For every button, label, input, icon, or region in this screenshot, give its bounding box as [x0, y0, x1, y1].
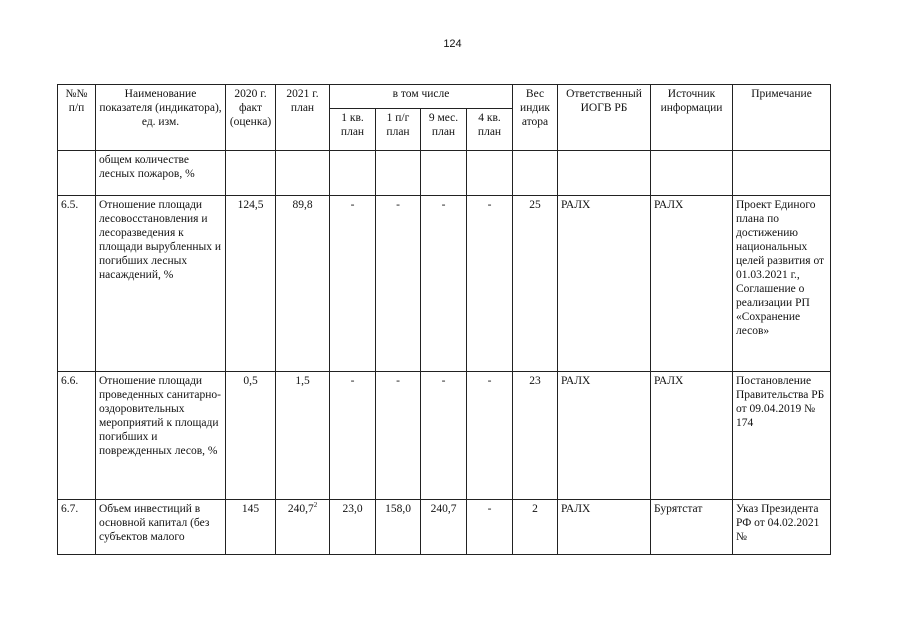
- row-plan-2021: 89,8: [276, 196, 330, 372]
- row-h1: -: [376, 196, 421, 372]
- row-num: 6.6.: [58, 372, 96, 500]
- row-q4: -: [467, 196, 513, 372]
- row-note: Указ Президента РФ от 04.02.2021 №: [733, 500, 831, 555]
- row-source: [651, 151, 733, 196]
- row-h1: 158,0: [376, 500, 421, 555]
- row-fact-2020: 145: [226, 500, 276, 555]
- header-note: Примечание: [733, 85, 831, 151]
- row-weight: [513, 151, 558, 196]
- header-q1: 1 кв. план: [330, 109, 376, 151]
- header-responsible: Ответственный ИОГВ РБ: [558, 85, 651, 151]
- row-note: [733, 151, 831, 196]
- row-name: Отношение площади проведенных санитарно-оздоровительных мероприятий к площади погибших и поврежденных лесов, %: [96, 372, 226, 500]
- row-name: Объем инвестиций в основной капитал (без субъектов малого: [96, 500, 226, 555]
- table-row: [58, 500, 831, 555]
- row-num: 6.5.: [58, 196, 96, 372]
- header-name: Наименование показателя (индикатора), ед. изм.: [96, 85, 226, 151]
- row-q4: [467, 151, 513, 196]
- row-num: 6.7.: [58, 500, 96, 555]
- row-h1: [376, 151, 421, 196]
- row-q1: 23,0: [330, 500, 376, 555]
- row-responsible: РАЛХ: [558, 372, 651, 500]
- table-row: [58, 196, 831, 372]
- header-plan-2021: 2021 г. план: [276, 85, 330, 151]
- header-h1: 1 п/г план: [376, 109, 421, 151]
- row-h1: -: [376, 372, 421, 500]
- row-plan-2021: 1,5: [276, 372, 330, 500]
- row-source: Бурятстат: [651, 500, 733, 555]
- row-name: общем количестве лесных пожаров, %: [96, 151, 226, 196]
- row-9m: [421, 151, 467, 196]
- row-q1: [330, 151, 376, 196]
- row-fact-2020: 124,5: [226, 196, 276, 372]
- header-in-that: в том числе: [330, 85, 513, 109]
- header-num: №№ п/п: [58, 85, 96, 151]
- row-fact-2020: [226, 151, 276, 196]
- row-q1: -: [330, 196, 376, 372]
- row-responsible: РАЛХ: [558, 500, 651, 555]
- row-name: Отношение площади лесовосстановления и лесоразведения к площади вырубленных и погибших лесных насаждений, %: [96, 196, 226, 372]
- header-weight: Вес индик атора: [513, 85, 558, 151]
- header-9m: 9 мес. план: [421, 109, 467, 151]
- row-responsible: РАЛХ: [558, 196, 651, 372]
- row-fact-2020: 0,5: [226, 372, 276, 500]
- row-q1: -: [330, 372, 376, 500]
- table-row: [58, 151, 831, 196]
- row-weight: 23: [513, 372, 558, 500]
- row-source: РАЛХ: [651, 196, 733, 372]
- row-plan-2021: [276, 151, 330, 196]
- row-9m: -: [421, 196, 467, 372]
- indicators-table: [57, 84, 831, 555]
- header-q4: 4 кв. план: [467, 109, 513, 151]
- row-responsible: [558, 151, 651, 196]
- row-q4: -: [467, 372, 513, 500]
- row-q4: -: [467, 500, 513, 555]
- page-number: 124: [443, 38, 462, 50]
- row-note: Проект Единого плана по достижению национальных целей развития от 01.03.2021 г., Соглашение о реализации РП «Сохранение лесов»: [733, 196, 831, 372]
- row-9m: 240,7: [421, 500, 467, 555]
- row-weight: 25: [513, 196, 558, 372]
- table-row: [58, 372, 831, 500]
- row-num: [58, 151, 96, 196]
- row-plan-2021: 240,7$^2$: [276, 500, 330, 555]
- row-weight: 2: [513, 500, 558, 555]
- row-9m: -: [421, 372, 467, 500]
- header-source: Источник информации: [651, 85, 733, 151]
- row-note: Постановление Правительства РБ от 09.04.2019 № 174: [733, 372, 831, 500]
- header-fact-2020: 2020 г. факт (оценка): [226, 85, 276, 151]
- row-source: РАЛХ: [651, 372, 733, 500]
